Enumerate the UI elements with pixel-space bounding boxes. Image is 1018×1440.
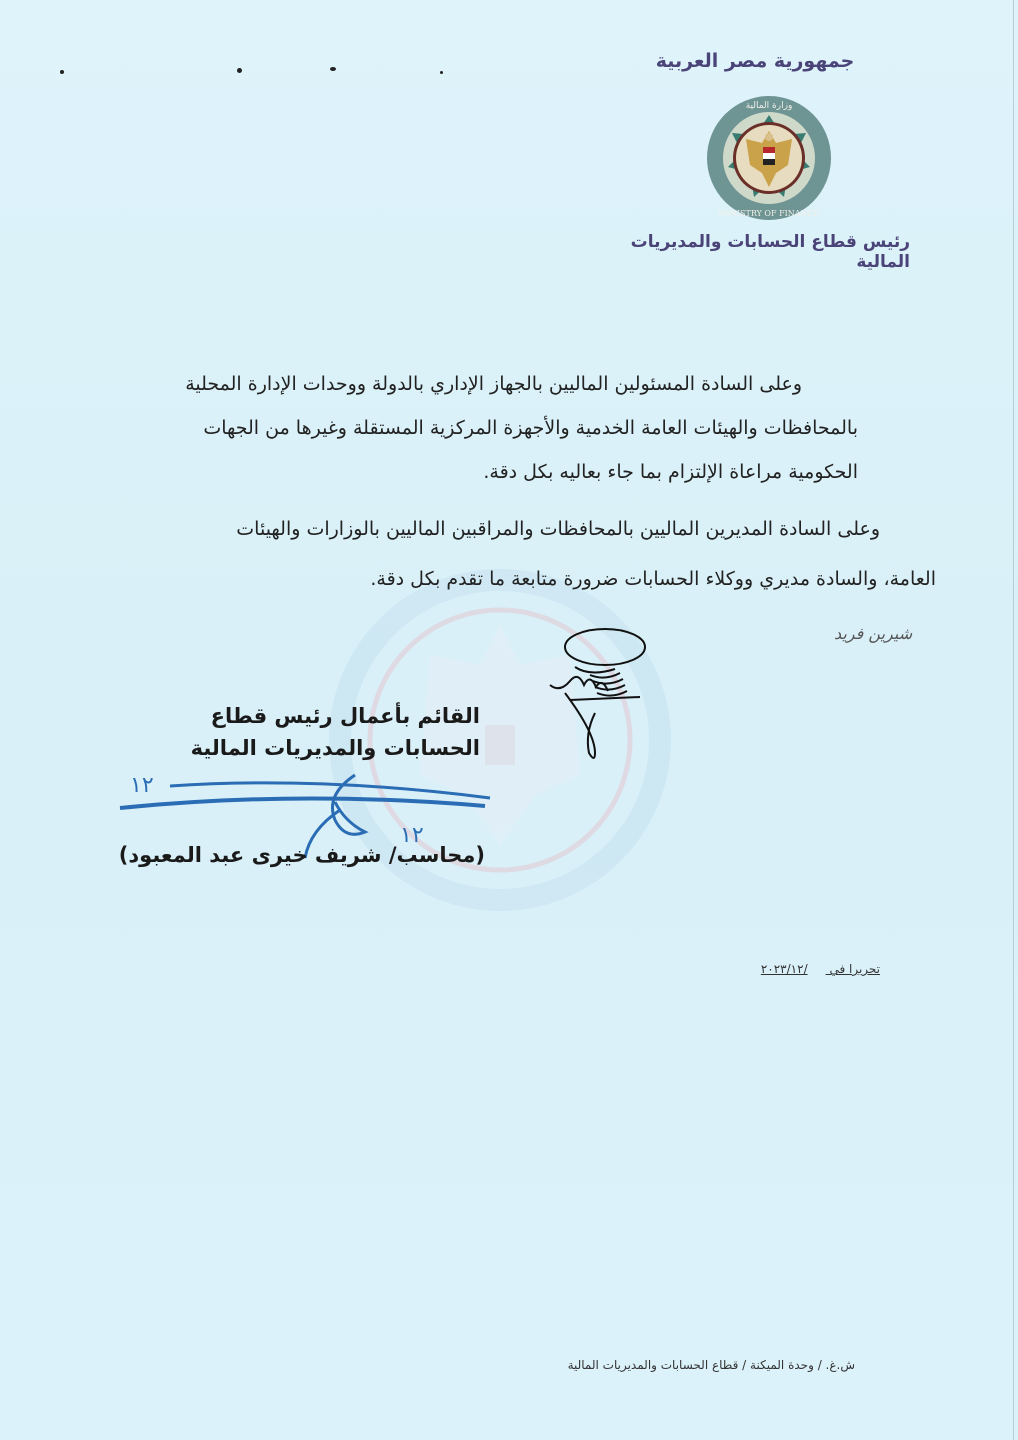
scan-speck — [440, 71, 443, 74]
date-label: تحريرا في — [829, 962, 880, 976]
country-heading: جمهورية مصر العربية — [655, 50, 855, 72]
paragraph-officials — [88, 362, 858, 494]
paragraph-line: بالمحافظات والهيئات العامة الخدمية والأجهزة المركزية المستقلة وغيرها من الجهات — [203, 417, 858, 439]
issue-date — [730, 962, 880, 976]
page-edge — [1013, 0, 1014, 1440]
signatory-title-line: الحسابات والمديريات المالية — [190, 736, 480, 760]
signatory-title-line: القائم بأعمال رئيس قطاع — [210, 704, 480, 728]
eagle-emblem-icon — [706, 95, 832, 221]
paragraph-directors — [166, 504, 936, 604]
paragraph-line: العامة، والسادة مديري ووكلاء الحسابات ضرورة متابعة ما تقدم بكل دقة. — [370, 568, 936, 590]
svg-text:وزارة المالية: وزارة المالية — [745, 101, 793, 111]
scan-speck — [60, 70, 64, 74]
scan-speck — [237, 68, 242, 73]
paragraph-line: وعلى السادة المديرين الماليين بالمحافظات والمراقبين الماليين بالوزارات والهيئات — [236, 518, 880, 540]
signatory-title — [100, 700, 480, 764]
svg-text:١٢: ١٢ — [130, 773, 154, 798]
scan-speck — [330, 67, 336, 71]
signatory-name: (محاسب/ شريف خيرى عبد المعبود) — [118, 843, 485, 867]
date-value: /٢٠٢٣/١٢ — [760, 962, 808, 976]
svg-text:MINISTRY OF FINANCE: MINISTRY OF FINANCE — [718, 209, 820, 218]
svg-text:١٢: ١٢ — [400, 823, 424, 848]
paragraph-line: وعلى السادة المسئولين الماليين بالجهاز الإداري بالدولة ووحدات الإدارة المحلية — [185, 373, 802, 395]
handwritten-note: شيرين فريد — [834, 624, 913, 643]
ministry-logo — [706, 95, 832, 221]
paragraph-line: الحكومية مراعاة الإلتزام بما جاء بعاليه بكل دقة. — [483, 461, 858, 483]
footer-reference: ش.غ. / وحدة الميكنة / قطاع الحسابات والمديريات المالية — [567, 1358, 855, 1372]
office-heading: رئيس قطاع الحسابات والمديريات المالية — [630, 232, 910, 272]
signature-black-icon — [545, 625, 655, 755]
